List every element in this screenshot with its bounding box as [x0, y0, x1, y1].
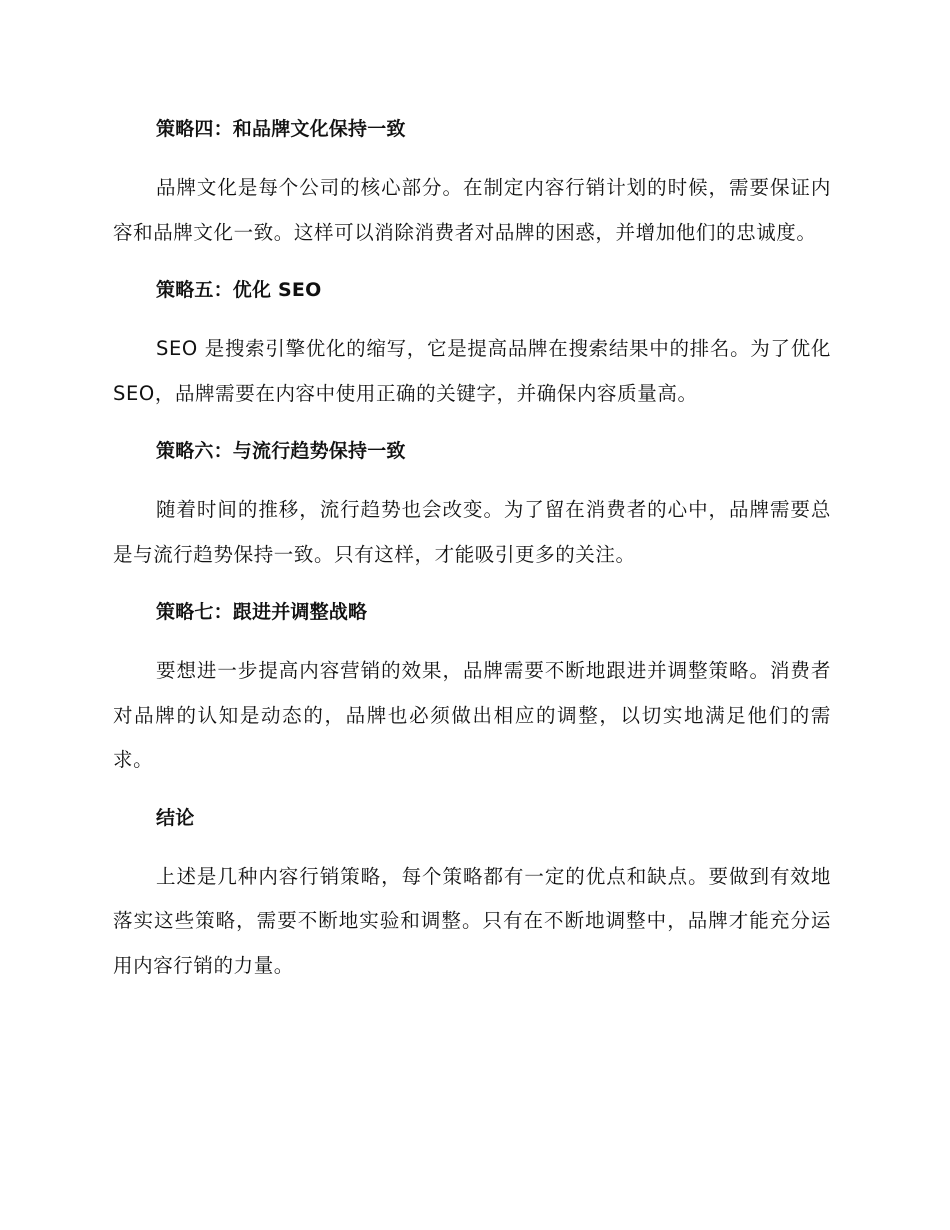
- section-heading-strategy-5: 策略五：优化 SEO: [156, 279, 322, 301]
- section-paragraph-conclusion: 上述是几种内容行销策略，每个策略都有一定的优点和缺点。要做到有效地落实这些策略，需要不断地实验和调整。只有在不断地调整中，品牌才能充分运用内容行销的力量。: [113, 864, 831, 977]
- section-paragraph-strategy-4: 品牌文化是每个公司的核心部分。在制定内容行销计划的时候，需要保证内容和品牌文化一致。这样可以消除消费者对品牌的困惑，并增加他们的忠诚度。: [113, 176, 831, 244]
- section-paragraph-strategy-6: 随着时间的推移，流行趋势也会改变。为了留在消费者的心中，品牌需要总是与流行趋势保持一致。只有这样，才能吸引更多的关注。: [113, 498, 831, 566]
- section-paragraph-strategy-7: 要想进一步提高内容营销的效果，品牌需要不断地跟进并调整策略。消费者对品牌的认知是动态的，品牌也必须做出相应的调整，以切实地满足他们的需求。: [113, 659, 831, 771]
- document-body: [113, 110, 831, 988]
- section-heading-strategy-7: 策略七：跟进并调整战略: [156, 601, 368, 623]
- section-paragraph-strategy-5: SEO 是搜索引擎优化的缩写，它是提高品牌在搜索结果中的排名。为了优化 SEO，品牌需要在内容中使用正确的关键字，并确保内容质量高。: [113, 337, 831, 405]
- section-heading-conclusion: 结论: [156, 806, 195, 829]
- section-heading-strategy-4: 策略四：和品牌文化保持一致: [156, 118, 406, 140]
- section-heading-strategy-6: 策略六：与流行趋势保持一致: [156, 440, 406, 462]
